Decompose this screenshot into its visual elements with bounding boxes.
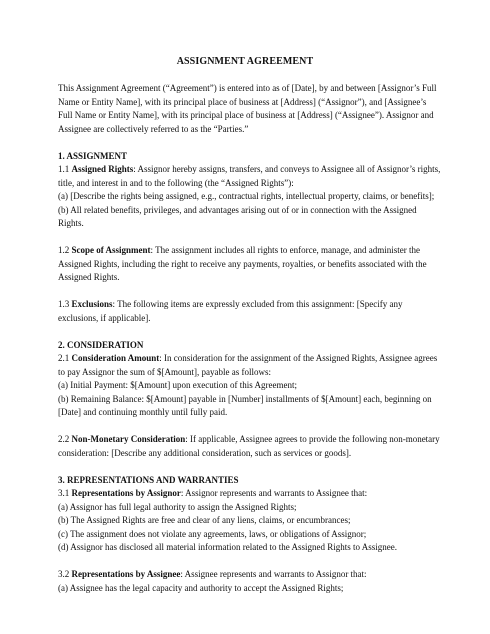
clause-label: Scope of Assignment (71, 245, 151, 255)
clause-number: 3.1 (58, 488, 72, 498)
clause-number: 2.2 (58, 434, 72, 444)
clause-item: (c) The assignment does not violate any agreements, laws, or obligations of Assignor; (58, 528, 367, 539)
clause-text: : The following items are expressly excluded from this assignment: [Specify any exclusions, if applicable]. (58, 299, 403, 323)
clause-label: Non-Monetary Consideration (71, 434, 186, 444)
clause-text: : In consideration for the assignment of the Assigned Rights, Assignee agrees to pay Assignor the sum of $[Amount], payable as follows: (58, 353, 438, 377)
clause-item: (a) Assignor has full legal authority to assign the Assigned Rights; (58, 501, 297, 512)
clause-label: Exclusions (71, 299, 113, 309)
clause-2-1 (58, 352, 443, 379)
clause-item: (b) Remaining Balance: $[Amount] payable in [Number] installments of $[Amount] each, beginning on [Date] and continuing monthly until fully paid. (58, 393, 432, 417)
section-heading: 2. CONSIDERATION (58, 339, 144, 350)
clause-item: (a) Initial Payment: $[Amount] upon execution of this Agreement; (58, 380, 297, 390)
clause-text: : Assignor represents and warrants to Assignee that: (180, 488, 368, 498)
section-heading: 3. REPRESENTATIONS AND WARRANTIES (58, 474, 239, 485)
clause-number: 2.1 (58, 353, 72, 363)
clause-number: 1.1 (58, 164, 72, 174)
clause-3-2 (58, 568, 443, 582)
clause-3-1 (58, 487, 443, 501)
clause-item: (d) Assignor has disclosed all material information related to the Assigned Rights to Assignee. (58, 542, 397, 552)
clause-1-3 (58, 298, 443, 325)
clause-label: Consideration Amount (71, 353, 160, 363)
clause-number: 3.2 (58, 569, 72, 579)
clause-item: (a) [Describe the rights being assigned, e.g., contractual rights, intellectual property, claims, or benefits]; (58, 191, 435, 201)
clause-label: Representations by Assignee (71, 569, 181, 579)
section-consideration (58, 339, 443, 461)
clause-number: 1.2 (58, 245, 72, 255)
section-assignment (58, 150, 443, 326)
clause-item: (b) All related benefits, privileges, and advantages arising out of or in connection with the Assigned Rights. (58, 204, 417, 228)
clause-1-2 (58, 244, 443, 285)
clause-2-2 (58, 433, 443, 460)
document-title: ASSIGNMENT AGREEMENT (176, 56, 314, 67)
section-heading: 1. ASSIGNMENT (58, 150, 128, 161)
clause-label: Representations by Assignor (71, 488, 181, 498)
clause-label: Assigned Rights (71, 164, 134, 174)
clause-item: (b) The Assigned Rights are free and clear of any liens, claims, or encumbrances; (58, 515, 351, 525)
clause-text: : If applicable, Assignee agrees to provide the following non-monetary consideration: [Describe any additional consideration, such as services or goods]. (58, 434, 440, 458)
clause-text: : The assignment includes all rights to enforce, manage, and administer the Assigned Rights, including the right to receive any payments, royalties, or benefits associated with the Assigned Rights. (58, 245, 427, 282)
intro-paragraph: This Assignment Agreement (“Agreement”) is entered into as of [Date], by and between [Assignor’s Full Name or Entity Name], with its principal place of business at [Address] (“Assignor”), and [Assignee’s Full Name or Entity Name], with its principal place of business at [Address] (“Assignee”). Assignor and Assignee are collectively referred to as the “Parties.” (58, 83, 437, 134)
clause-number: 1.3 (58, 299, 72, 309)
clause-text: : Assignee represents and warrants to Assignor that: (180, 569, 367, 579)
clause-text: : Assignor hereby assigns, transfers, and conveys to Assignee all of Assignor’s rights, title, and interest in and to the following (the “Assigned Rights”): (58, 164, 441, 188)
clause-1-1 (58, 163, 443, 190)
document-body (58, 82, 443, 595)
section-representations (58, 474, 443, 596)
clause-item: (a) Assignee has the legal capacity and authority to accept the Assigned Rights; (58, 582, 344, 593)
